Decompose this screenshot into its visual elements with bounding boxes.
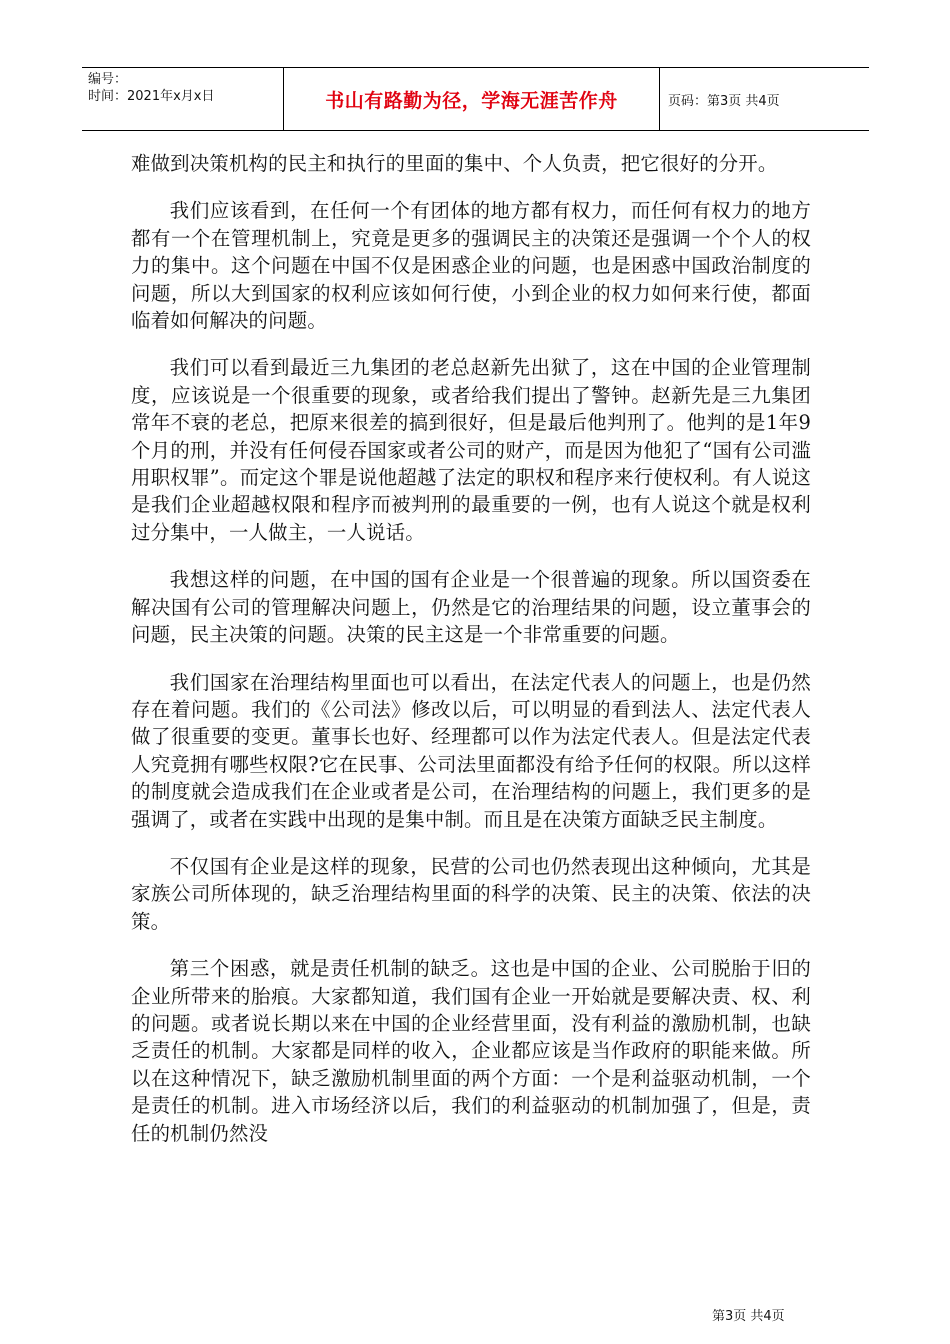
paragraph: 我们可以看到最近三九集团的老总赵新先出狱了，这在中国的企业管理制度，应该说是一个很重要的现象，或者给我们提出了警钟。赵新先是三九集团常年不衰的老总，把原来很差的搞到很好，但是最后他判刑了。他判的是1年9个月的刑，并没有任何侵吞国家或者公司的财产，而是因为他犯了“国有公司滥用职权罪”。而定这个罪是说他超越了法定的职权和程序来行使权利。有人说这是我们企业超越权限和程序而被判刑的最重要的一例，也有人说这个就是权利过分集中，一人做主，一人说话。	[131, 356, 811, 544]
header-meta	[82, 68, 284, 130]
paragraph: 我们国家在治理结构里面也可以看出，在法定代表人的问题上，也是仍然存在着问题。我们的《公司法》修改以后，可以明显的看到法人、法定代表人做了很重要的变更。董事长也好、经理都可以作为法定代表人。但是法定代表人究竟拥有哪些权限?它在民事、公司法里面都没有给予任何的权限。所以这样的制度就会造成我们在企业或者是公司，在治理结构的问题上，我们更多的是强调了，或者在实践中出现的是集中制。而且是在决策方面缺乏民主制度。	[131, 670, 811, 831]
document-time-label: 时间：2021年x月x日	[88, 89, 215, 104]
header-motto: 书山有路勤为径，学海无涯苦作舟	[284, 68, 660, 130]
paragraph: 我想这样的问题，在中国的国有企业是一个很普遍的现象。所以国资委在解决国有公司的管理解决问题上，仍然是它的治理结果的问题，设立董事会的问题，民主决策的问题。决策的民主这是一个非常重要的问题。	[131, 568, 811, 647]
document-body	[131, 150, 811, 1167]
paragraph: 第三个困惑，就是责任机制的缺乏。这也是中国的企业、公司脱胎于旧的企业所带来的胎痕。大家都知道，我们国有企业一开始就是要解决责、权、利的问题。或者说长期以来在中国的企业经营里面，没有利益的激励机制，也缺乏责任的机制。大家都是同样的收入，企业都应该是当作政府的职能来做。所以在这种情况下，缺乏激励机制里面的两个方面：一个是利益驱动机制，一个是责任的机制。进入市场经济以后，我们的利益驱动的机制加强了，但是，责任的机制仍然没	[131, 957, 811, 1145]
page-footer: 第3页 共4页	[712, 1309, 785, 1324]
document-number-label: 编号：	[88, 72, 128, 87]
header-page-info: 页码：第3页 共4页	[668, 93, 780, 109]
page-header	[82, 67, 869, 131]
paragraph: 我们应该看到，在任何一个有团体的地方都有权力，而任何有权力的地方都有一个在管理机制上，究竟是更多的强调民主的决策还是强调一个个人的权力的集中。这个问题在中国不仅是困惑企业的问题，也是困惑中国政治制度的问题，所以大到国家的权利应该如何行使，小到企业的权力如何来行使，都面临着如何解决的问题。	[131, 199, 811, 333]
paragraph: 不仅国有企业是这样的现象，民营的公司也仍然表现出这种倾向，尤其是家族公司所体现的，缺乏治理结构里面的科学的决策、民主的决策、依法的决策。	[131, 854, 811, 933]
paragraph: 难做到决策机构的民主和执行的里面的集中、个人负责，把它很好的分开。	[131, 152, 778, 175]
